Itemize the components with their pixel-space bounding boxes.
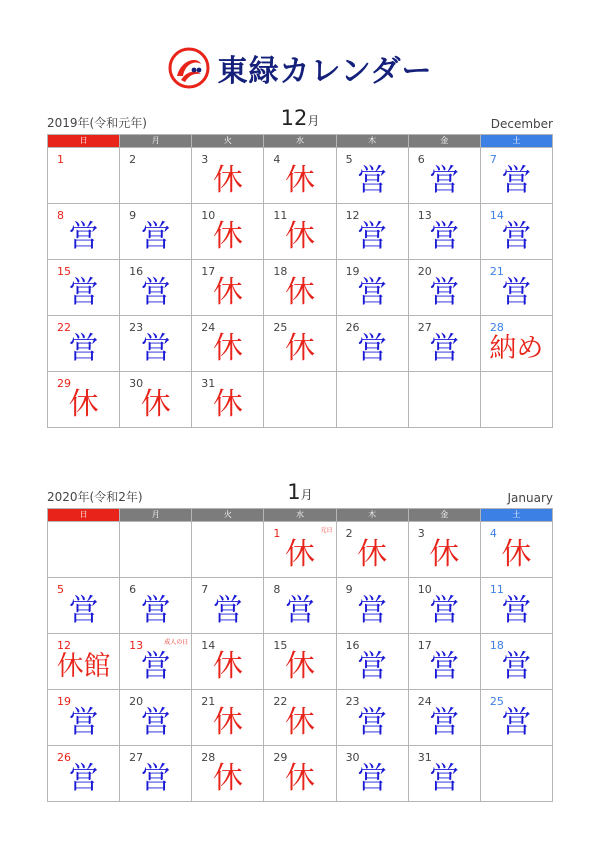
weekday-header: 金 <box>409 135 481 148</box>
day-cell <box>337 260 409 316</box>
day-cell <box>48 746 120 802</box>
status-mark: 営 <box>68 219 99 254</box>
status-mark: 営 <box>429 275 460 310</box>
weekday-header: 水 <box>264 135 336 148</box>
status-mark: 営 <box>212 593 243 628</box>
status-mark: 営 <box>429 593 460 628</box>
status-mark: 営 <box>68 593 99 628</box>
day-number: 28 <box>201 751 216 764</box>
weekday-header: 日 <box>48 509 120 522</box>
day-cell <box>264 690 336 746</box>
era-label: 2019年(令和元年) <box>47 116 147 130</box>
status-mark: 休 <box>212 275 243 310</box>
status-mark: 休 <box>429 537 460 572</box>
day-number: 28 <box>489 321 504 334</box>
brand-header <box>0 40 600 96</box>
day-number: 14 <box>201 639 216 652</box>
weekday-header: 金 <box>409 509 481 522</box>
day-number: 23 <box>345 695 360 708</box>
day-cell <box>120 204 192 260</box>
day-cell <box>192 372 264 428</box>
day-cell <box>48 260 120 316</box>
month-english: January <box>507 491 553 505</box>
day-number: 22 <box>57 321 71 334</box>
month-title <box>47 106 553 130</box>
day-cell <box>264 746 336 802</box>
day-cell <box>264 316 336 372</box>
status-mark: 営 <box>501 163 532 198</box>
status-mark: 営 <box>501 705 532 740</box>
month-heading <box>47 474 553 508</box>
status-mark: 営 <box>429 705 460 740</box>
day-cell <box>409 260 481 316</box>
status-mark: 営 <box>429 649 460 684</box>
day-number: 22 <box>273 695 288 708</box>
status-mark: 休 <box>212 219 243 254</box>
status-mark: 営 <box>357 275 388 310</box>
weekday-header: 水 <box>264 509 336 522</box>
day-cell <box>409 578 481 634</box>
day-cell <box>48 634 120 690</box>
empty-day-cell <box>264 372 336 428</box>
day-cell <box>192 746 264 802</box>
status-mark: 営 <box>140 649 171 684</box>
day-cell <box>481 316 553 372</box>
day-cell <box>264 634 336 690</box>
status-mark: 休 <box>357 537 388 572</box>
day-number: 23 <box>129 321 144 334</box>
calendar-grid <box>47 134 553 428</box>
day-number: 14 <box>489 209 504 222</box>
empty-day-cell <box>481 372 553 428</box>
day-number: 8 <box>57 209 64 222</box>
holiday-label: 成人の日 <box>164 639 189 646</box>
day-cell <box>48 204 120 260</box>
status-mark: 営 <box>284 593 315 628</box>
status-mark: 休 <box>284 649 315 684</box>
day-cell <box>337 204 409 260</box>
status-mark: 営 <box>357 331 388 366</box>
day-cell <box>48 372 120 428</box>
day-cell <box>48 316 120 372</box>
status-mark: 休 <box>284 163 315 198</box>
month-number: 12 <box>280 106 308 130</box>
day-cell <box>120 148 192 204</box>
holiday-label: 元日 <box>320 527 333 534</box>
day-number: 6 <box>129 583 137 596</box>
empty-day-cell <box>192 522 264 578</box>
day-number: 24 <box>417 695 432 708</box>
day-cell <box>48 578 120 634</box>
month-unit: 月 <box>300 488 313 502</box>
day-number: 25 <box>489 695 504 708</box>
era-label: 2020年(令和2年) <box>47 490 143 504</box>
status-mark: 営 <box>501 219 532 254</box>
day-cell <box>192 204 264 260</box>
status-mark: 休 <box>284 275 315 310</box>
day-cell <box>192 260 264 316</box>
day-cell <box>409 522 481 578</box>
day-number: 4 <box>489 527 497 540</box>
day-cell <box>481 522 553 578</box>
day-number: 29 <box>57 377 71 390</box>
month-unit: 月 <box>307 114 320 128</box>
status-mark: 休 <box>284 537 315 572</box>
status-mark: 休 <box>212 163 243 198</box>
day-cell <box>192 634 264 690</box>
status-mark: 営 <box>357 705 388 740</box>
day-number: 5 <box>345 153 353 166</box>
day-number: 21 <box>489 265 504 278</box>
status-mark: 営 <box>357 593 388 628</box>
day-cell <box>481 634 553 690</box>
weekday-header: 木 <box>337 509 409 522</box>
day-number: 8 <box>273 583 281 596</box>
day-cell <box>48 690 120 746</box>
status-mark: 納め <box>489 333 544 364</box>
day-number: 10 <box>417 583 432 596</box>
day-number: 29 <box>273 751 288 764</box>
month-calendar-december <box>47 100 553 428</box>
day-cell <box>409 634 481 690</box>
status-mark: 休 <box>284 761 315 796</box>
day-number: 27 <box>417 321 432 334</box>
day-cell <box>337 148 409 204</box>
day-number: 26 <box>345 321 360 334</box>
day-cell <box>120 316 192 372</box>
day-number: 16 <box>345 639 360 652</box>
day-cell <box>409 148 481 204</box>
day-number: 2 <box>129 153 137 166</box>
month-number: 1 <box>287 480 301 504</box>
day-cell <box>337 690 409 746</box>
status-mark: 休 <box>212 761 243 796</box>
day-number: 13 <box>129 639 144 652</box>
day-cell <box>264 148 336 204</box>
day-number: 4 <box>273 153 281 166</box>
day-number: 15 <box>273 639 288 652</box>
status-mark: 休 <box>68 387 99 422</box>
day-cell <box>337 634 409 690</box>
day-number: 7 <box>489 153 497 166</box>
empty-day-cell <box>337 372 409 428</box>
status-mark: 営 <box>501 275 532 310</box>
status-mark: 営 <box>68 705 99 740</box>
status-mark: 休 <box>284 331 315 366</box>
calendar-grid <box>47 508 553 802</box>
status-mark: 休 <box>284 219 315 254</box>
day-number: 1 <box>273 527 281 540</box>
month-heading <box>47 100 553 134</box>
day-number: 25 <box>273 321 288 334</box>
day-cell <box>120 634 192 690</box>
day-number: 31 <box>201 377 216 390</box>
day-cell <box>409 204 481 260</box>
weekday-header: 土 <box>481 509 553 522</box>
day-number: 5 <box>57 583 64 596</box>
day-number: 16 <box>129 265 144 278</box>
status-mark: 休 <box>501 537 532 572</box>
day-number: 24 <box>201 321 216 334</box>
status-mark: 休 <box>140 387 171 422</box>
status-mark: 営 <box>140 593 171 628</box>
day-number: 17 <box>417 639 432 652</box>
empty-day-cell <box>409 372 481 428</box>
empty-day-cell <box>48 522 120 578</box>
day-number: 30 <box>345 751 360 764</box>
red-swirl-logo-icon <box>167 46 211 90</box>
day-number: 1 <box>57 153 64 166</box>
weekday-header: 火 <box>192 509 264 522</box>
day-cell <box>337 522 409 578</box>
day-cell <box>481 204 553 260</box>
day-number: 19 <box>345 265 360 278</box>
day-cell <box>481 260 553 316</box>
day-cell <box>192 578 264 634</box>
weekday-header: 月 <box>120 135 192 148</box>
day-number: 26 <box>57 751 71 764</box>
status-mark: 休館 <box>56 651 111 682</box>
day-cell <box>264 578 336 634</box>
day-cell <box>120 578 192 634</box>
status-mark: 休 <box>284 705 315 740</box>
status-mark: 営 <box>429 163 460 198</box>
day-number: 12 <box>345 209 360 222</box>
day-cell <box>192 690 264 746</box>
weekday-header: 日 <box>48 135 120 148</box>
day-number: 3 <box>201 153 209 166</box>
day-cell <box>48 148 120 204</box>
day-cell <box>120 746 192 802</box>
day-cell <box>409 690 481 746</box>
day-number: 21 <box>201 695 216 708</box>
brand-name: 東緑カレンダー <box>217 54 433 89</box>
day-cell <box>264 260 336 316</box>
day-cell <box>337 578 409 634</box>
status-mark: 営 <box>429 219 460 254</box>
day-cell <box>409 746 481 802</box>
status-mark: 営 <box>140 219 171 254</box>
day-number: 30 <box>129 377 144 390</box>
day-cell <box>120 260 192 316</box>
weekday-header: 土 <box>481 135 553 148</box>
status-mark: 営 <box>429 761 460 796</box>
day-cell <box>481 148 553 204</box>
weekday-header: 木 <box>337 135 409 148</box>
day-number: 10 <box>201 209 216 222</box>
day-number: 31 <box>417 751 432 764</box>
day-cell <box>120 690 192 746</box>
day-number: 11 <box>273 209 288 222</box>
day-number: 6 <box>417 153 425 166</box>
status-mark: 休 <box>212 649 243 684</box>
day-cell <box>192 316 264 372</box>
day-cell <box>120 372 192 428</box>
day-number: 9 <box>129 209 137 222</box>
status-mark: 営 <box>140 275 171 310</box>
day-number: 15 <box>57 265 71 278</box>
empty-day-cell <box>120 522 192 578</box>
status-mark: 営 <box>357 219 388 254</box>
day-cell <box>481 578 553 634</box>
day-number: 9 <box>345 583 353 596</box>
month-title <box>47 480 553 504</box>
status-mark: 休 <box>212 387 243 422</box>
day-cell <box>337 746 409 802</box>
day-number: 20 <box>129 695 144 708</box>
day-number: 17 <box>201 265 216 278</box>
day-number: 12 <box>57 639 71 652</box>
status-mark: 営 <box>357 163 388 198</box>
weekday-header: 火 <box>192 135 264 148</box>
status-mark: 営 <box>429 331 460 366</box>
status-mark: 休 <box>212 331 243 366</box>
day-number: 11 <box>489 583 504 596</box>
status-mark: 営 <box>140 705 171 740</box>
status-mark: 営 <box>501 593 532 628</box>
day-number: 18 <box>489 639 504 652</box>
day-cell <box>264 522 336 578</box>
day-cell <box>409 316 481 372</box>
month-english: December <box>490 117 553 131</box>
status-mark: 営 <box>357 649 388 684</box>
day-number: 7 <box>201 583 209 596</box>
day-number: 20 <box>417 265 432 278</box>
day-number: 3 <box>417 527 425 540</box>
status-mark: 営 <box>68 761 99 796</box>
day-cell <box>264 204 336 260</box>
day-cell <box>192 148 264 204</box>
status-mark: 営 <box>68 275 99 310</box>
day-cell <box>481 690 553 746</box>
status-mark: 営 <box>68 331 99 366</box>
status-mark: 営 <box>357 761 388 796</box>
status-mark: 休 <box>212 705 243 740</box>
status-mark: 営 <box>140 761 171 796</box>
day-number: 19 <box>57 695 71 708</box>
day-number: 18 <box>273 265 288 278</box>
status-mark: 営 <box>501 649 532 684</box>
status-mark: 営 <box>140 331 171 366</box>
day-number: 13 <box>417 209 432 222</box>
empty-day-cell <box>481 746 553 802</box>
month-calendar-january <box>47 474 553 802</box>
day-number: 27 <box>129 751 144 764</box>
weekday-header: 月 <box>120 509 192 522</box>
day-number: 2 <box>345 527 353 540</box>
day-cell <box>337 316 409 372</box>
